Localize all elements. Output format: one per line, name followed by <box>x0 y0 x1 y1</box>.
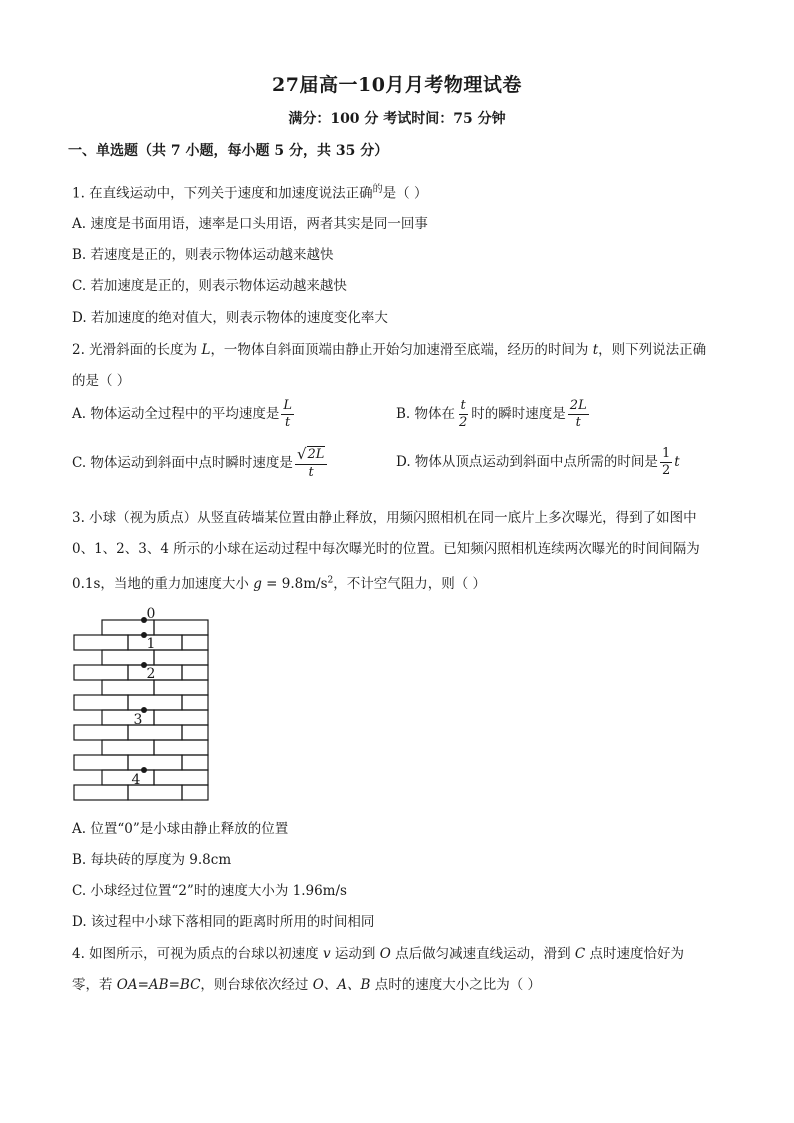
q2-stem-line2: 的是（ ） <box>72 373 131 389</box>
q3-stem-line3: 0.1s，当地的重力加速度大小 $g = 9.8m/s^2$，不计空气阻力，则（ ） <box>72 575 487 592</box>
q3-option-c: C. 小球经过位置“2”时的速度大小为 1.96m/s <box>72 883 347 899</box>
q2-option-b: B. 物体在 $\frac{t}{2}$ 时的瞬时速度是 $\frac{2L}{t}$ <box>396 398 587 430</box>
ball-position-4 <box>141 767 147 773</box>
q1-option-b: B. 若速度是正的，则表示物体运动越来越快 <box>72 247 334 263</box>
q3-option-d: D. 该过程中小球下落相同的距离时所用的时间相同 <box>72 914 375 930</box>
q1-stem: 1. 在直线运动中，下列关于速度和加速度说法正确$^的$是（ ） <box>72 184 428 202</box>
q2-stem: 2. 光滑斜面的长度为 L，一物体自斜面顶端由静止开始匀加速滑至底端，经历的时间为 t，则下列说法正确 <box>72 342 707 358</box>
label-0: 0 <box>146 606 156 622</box>
label-1: 1 <box>146 636 156 652</box>
label-4: 4 <box>131 772 141 788</box>
q2-option-a: A. 物体运动全过程中的平均速度是 $\frac{L}{t}$ <box>72 398 292 430</box>
q2-option-c: C. 物体运动到斜面中点时瞬时速度是 √ 2L t <box>72 446 329 481</box>
q1-option-d: D. 若加速度的绝对值大，则表示物体的速度变化率大 <box>72 310 388 326</box>
q1-option-c: C. 若加速度是正的，则表示物体运动越来越快 <box>72 278 347 294</box>
q4-stem-line2: 零，若 OA=AB=BC，则台球依次经过 O、A、B 点时的速度大小之比为（ ） <box>72 977 542 993</box>
q3-stem-line1: 3. 小球（视为质点）从竖直砖墙某位置由静止释放，用频闪照相机在同一底片上多次曝光，得到了如图中 <box>72 510 697 526</box>
q2-option-d: D. 物体从顶点运动到斜面中点所需的时间是 $\frac{1}{2}$ t <box>396 446 680 478</box>
brick-wall-figure <box>70 602 220 807</box>
q3-option-b: B. 每块砖的厚度为 9.8cm <box>72 852 232 868</box>
section-heading: 一、单选题（共 7 小题，每小题 5 分，共 35 分） <box>68 143 389 159</box>
q3-stem-line2: 0、1、2、3、4 所示的小球在运动过程中每次曝光时的位置。已知频闪照相机连续两次曝光的时间间隔为 <box>72 541 700 557</box>
exam-info: 满分：100 分 考试时间：75 分钟 <box>288 111 506 127</box>
label-2: 2 <box>146 666 156 682</box>
page-title: 27届高一10月月考物理试卷 <box>272 74 522 96</box>
q3-option-a: A. 位置“0”是小球由静止释放的位置 <box>72 821 289 837</box>
q1-option-a: A. 速度是书面用语，速率是口头用语，两者其实是同一回事 <box>72 216 428 232</box>
q4-stem: 4. 如图所示，可视为质点的台球以初速度 v 运动到 O 点后做匀减速直线运动，滑到 C 点时速度恰好为 <box>72 946 685 962</box>
label-3: 3 <box>133 712 143 728</box>
